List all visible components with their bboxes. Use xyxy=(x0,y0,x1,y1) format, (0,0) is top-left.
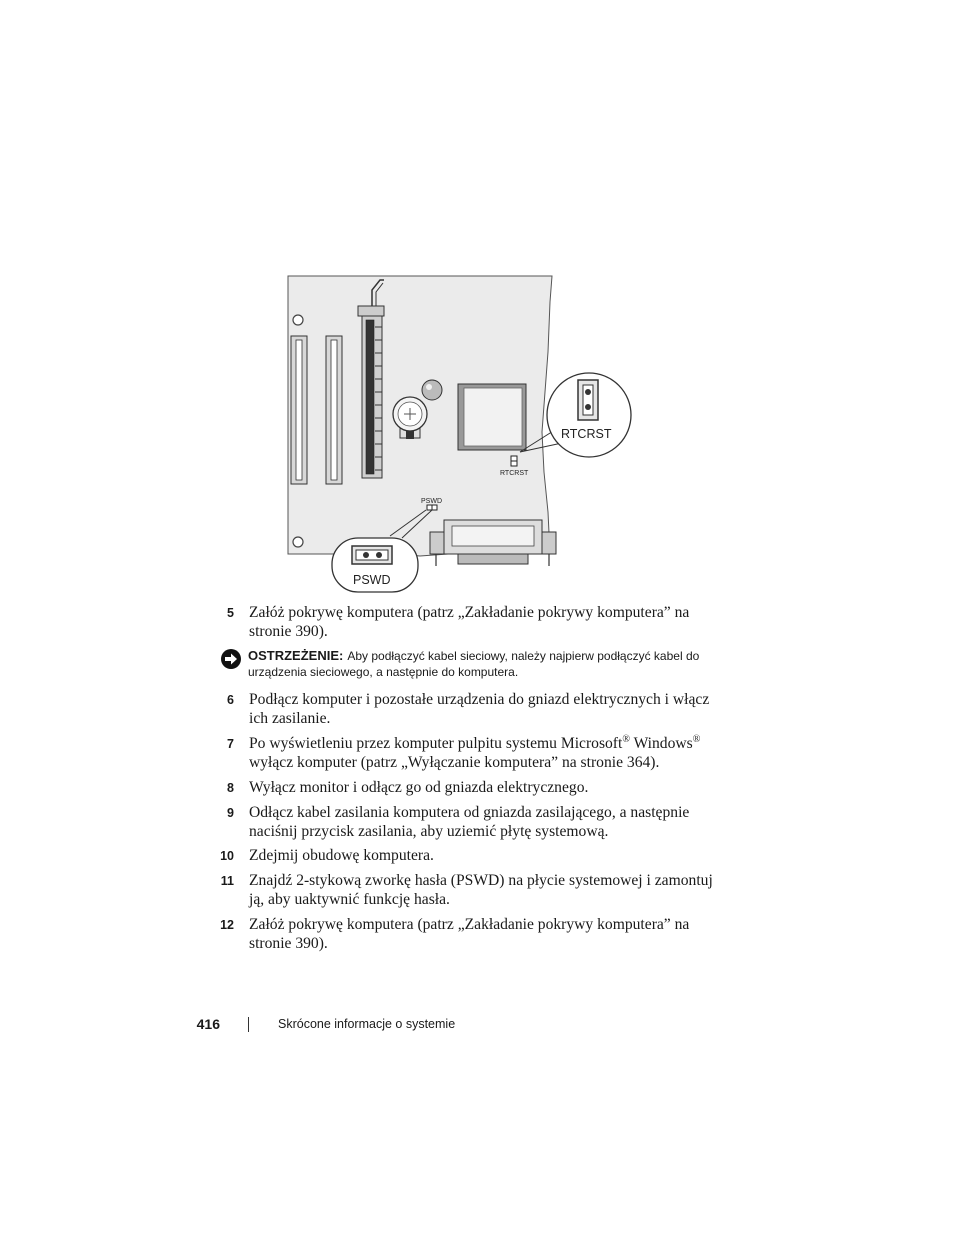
step-number: 5 xyxy=(227,606,234,620)
step-text-part: wyłącz komputer (patrz „Wyłączanie komputera” na stronie 364). xyxy=(249,754,660,771)
page-number: 416 xyxy=(196,1016,220,1032)
step-7 xyxy=(190,734,720,772)
pswd-callout-label: PSWD xyxy=(353,573,391,587)
step-text xyxy=(249,734,720,772)
system-board-figure xyxy=(280,272,640,594)
page-footer xyxy=(190,1014,710,1038)
step-text: Podłącz komputer i pozostałe urządzenia do gniazd elektrycznych i włącz ich zasilanie. xyxy=(249,691,710,727)
rtcrst-small-label: RTCRST xyxy=(500,470,529,477)
notice-box xyxy=(220,648,720,680)
step-number: 7 xyxy=(227,737,234,751)
step-6 xyxy=(190,690,720,728)
step-8 xyxy=(190,778,720,797)
step-text: Odłącz kabel zasilania komputera od gniazda zasilającego, a następnie naciśnij przycisk zasilania, aby uziemić płytę systemową. xyxy=(249,804,690,840)
step-text-part: Windows xyxy=(629,735,693,752)
step-text-part: Po wyświetleniu przez komputer pulpitu systemu Microsoft xyxy=(249,735,623,752)
notice-label: OSTRZEŻENIE: xyxy=(248,648,344,663)
step-text: Wyłącz monitor i odłącz go od gniazda elektrycznego. xyxy=(249,779,589,796)
step-number: 11 xyxy=(220,874,234,888)
step-text: Znajdź 2-stykową zworkę hasła (PSWD) na płycie systemowej i zamontuj ją, aby uaktywnić funkcję hasła. xyxy=(249,872,713,908)
notice-arrow-icon xyxy=(220,648,242,675)
registered-mark: ® xyxy=(692,733,701,745)
footer-separator xyxy=(248,1017,249,1032)
notice-text: Aby podłączyć kabel sieciowy, należy najpierw podłączyć kabel do urządzenia sieciowego, a następnie do komputera. xyxy=(248,649,700,679)
step-5 xyxy=(190,603,720,641)
step-10 xyxy=(190,846,720,865)
pswd-small-label: PSWD xyxy=(421,498,442,505)
step-number: 10 xyxy=(220,849,234,863)
step-number: 6 xyxy=(227,693,234,707)
system-board-illustration xyxy=(280,272,640,594)
step-text: Załóż pokrywę komputera (patrz „Zakładanie pokrywy komputera” na stronie 390). xyxy=(249,916,690,952)
rtcrst-callout-label: RTCRST xyxy=(561,427,612,441)
step-text: Załóż pokrywę komputera (patrz „Zakładanie pokrywy komputera” na stronie 390). xyxy=(249,604,690,640)
step-text: Zdejmij obudowę komputera. xyxy=(249,847,434,864)
step-number: 9 xyxy=(227,806,234,820)
step-number: 8 xyxy=(227,781,234,795)
step-12 xyxy=(190,915,720,953)
step-11 xyxy=(190,871,720,909)
step-number: 12 xyxy=(220,918,234,932)
registered-mark: ® xyxy=(622,733,630,745)
footer-title: Skrócone informacje o systemie xyxy=(278,1017,456,1031)
notice-text-block xyxy=(248,648,720,680)
step-9 xyxy=(190,803,720,841)
